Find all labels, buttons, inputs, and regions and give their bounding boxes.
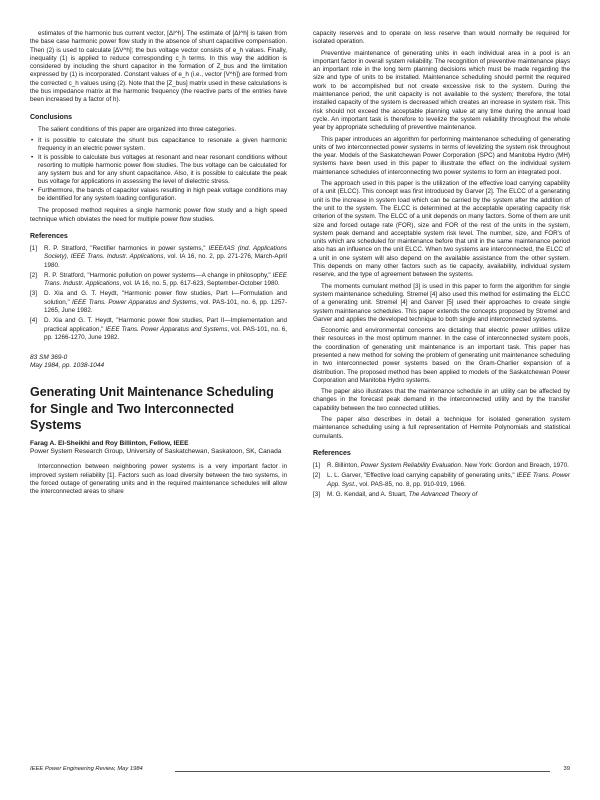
reference-item <box>30 290 287 315</box>
reference-venue: IEEE Trans. Power Apparatus and Systems <box>72 298 197 306</box>
reference-text: L. L. Garver, "Effective load carrying capability of generating units," <box>327 472 517 480</box>
reference-details: , vol. IA 16, no. 2, pp. 271-276, March-April 1980. <box>44 253 287 269</box>
reference-item <box>30 245 287 270</box>
paper-code: 83 SM 369-0 <box>30 354 68 362</box>
reference-number: [4] <box>30 317 38 325</box>
right-column <box>313 30 570 501</box>
reference-venue: IEEE Trans. Power Apparatus and Systems <box>105 325 228 333</box>
conclusions-list <box>30 137 287 203</box>
page-footer <box>30 766 570 776</box>
reference-number: [1] <box>30 244 38 252</box>
conclusions-heading: Conclusions <box>30 113 73 121</box>
reference-details: , vol. PAS-101, no. 6, pp. 1266-1270, June 1982. <box>44 325 287 341</box>
reference-item <box>30 272 287 289</box>
reference-text: D. Xia and G. T. Heydt, "Harmonic power flow studies, Part II—Implementation and practical application," <box>44 317 287 333</box>
conclusion-bullet: • It is possible to calculate bus voltages at resonant and near resonant conditions without resorting to multiple harmonic power flow studies. The bus voltage can be calculated for any system bus and for any shunt capacitance. Also, it is possible to calculate the peak bus voltage for applications in assessing the level of dielectric stress. <box>30 154 287 187</box>
references-heading: References <box>30 232 68 240</box>
reference-number: [3] <box>30 290 38 298</box>
reference-item <box>30 317 287 342</box>
body-paragraph: The moments cumulant method [3] is used in this paper to form the algorithm for single system maintenance scheduling. Stremel [4] also used this method for estimating the ELCC of a generating unit. Stremel [4] and Garver [5] used their approaches to create single system maintenance schedules. This paper extends the concepts proposed by Stremel and Garver and applies the developed technique to both single and interconnected systems. <box>313 282 570 323</box>
body-paragraph: The paper also illustrates that the maintenance schedule in an utility can be affected by changes in the forecast peak demand in the interconnected utility and by the transfer capability between the two connected utilities. <box>313 388 570 412</box>
reference-item <box>313 462 570 470</box>
reference-venue: IEEE/IAS (Ind. Applications Society), IEEE Trans. Industr. Applications <box>44 244 287 261</box>
footer-rule <box>175 771 550 772</box>
references-heading: References <box>313 449 351 457</box>
reference-venue: IEEE Trans. Industr. Applications <box>44 271 287 288</box>
reference-details: , vol. PAS-85, no. 8, pp. 910-919, 1966. <box>355 480 466 488</box>
paper-date-pages: May 1984, pp. 1038-1044 <box>30 362 105 370</box>
conclusion-closing: The proposed method requires a single harmonic power flow study and a high speed technique which obviates the need for multiple power flow studies. <box>30 207 287 223</box>
paper-metadata <box>30 354 287 370</box>
reference-text: R. Billinton, <box>327 461 361 469</box>
reference-item <box>313 472 570 489</box>
reference-venue: IEEE Trans. Power App. Syst. <box>327 472 570 488</box>
reference-number: [3] <box>313 490 321 498</box>
article-affiliation: Power System Research Group, University of Saskatchewan, Saskatoon, SK, Canada <box>30 448 282 455</box>
conclusions-intro: The salient conditions of this paper are organized into three categories. <box>38 125 237 133</box>
reference-details: , vol. IA 16, no. 5, pp. 617-623, September-October 1980. <box>119 280 280 288</box>
body-paragraph: This paper introduces an algorithm for performing maintenance scheduling of generating units of two interconnected power systems in terms of levelizing the system risk throughout the year. Models of the Saskatchewan Power Corporation (SPC) and Manitoba Hydro (MH) systems have been used in this paper to illustrate the effect on the individual system maintenance schedules of interconnecting two power systems to form an integrated pool. <box>313 135 570 176</box>
reference-details: , vol. PAS-101, no. 6, pp. 1257-1265, June 1982. <box>44 298 287 315</box>
reference-venue: Power System Reliability Evaluation <box>360 461 462 469</box>
conclusion-bullet: • Furthermore, the bands of capacitor values resulting in high peak voltage conditions may be identified for any system loading configuration. <box>30 187 287 204</box>
body-paragraph: Preventive maintenance of generating units in each individual area in a pool is an important factor in overall system reliability. The recognition of preventive maintenance plays an important role in the long term planning decisions which must be made regarding the size and type of units to be installed. Maintenance scheduling should permit the required work to be accomplished but not create excessive risk to the system. During the maintenance period, the unit capacity is not available to the system; therefore, the total installed capacity of the system is decreased which creates an increase in system risk. This risk should not exceed the acceptable planning value at any time during the annual load cycle. An important task is therefore to levelize the system reliability throughout the whole year by appropriate scheduling of preventive maintenance. <box>313 49 571 132</box>
article-authors: Farag A. El-Sheikhi and Roy Billinton, Fellow, IEEE <box>30 439 189 447</box>
reference-number: [2] <box>313 472 321 480</box>
reference-number: [1] <box>313 461 321 469</box>
left-column <box>30 30 287 499</box>
journal-name: IEEE Power Engineering Review, May 1984 <box>30 766 143 772</box>
body-paragraph: Economic and environmental concerns are dictating that electric power utilities utilize their resources in the most optimum manner. In the case of interconnected system pools, the coordination of generating unit maintenance is an important task. This paper has presented a new method for solving the problem of generating unit maintenance scheduling in two interconnected power systems based on the Gram-Charlier expansion of a distribution. The proposed method has been applied to models of the Saskatchewan Power Corporation and Manitoba Hydro systems. <box>313 327 570 384</box>
references-list <box>313 462 570 499</box>
reference-item <box>313 491 570 499</box>
body-paragraph: The paper also describes in detail a technique for isolated generation system maintenance scheduling using a full representation of Hermite Polynomials and statistical cumulants. <box>313 416 570 440</box>
page-number: 39 <box>563 766 570 772</box>
reference-text: R. P. Stratford, "Rectifier harmonics in power systems," <box>44 244 209 252</box>
reference-number: [2] <box>30 271 38 279</box>
intro-paragraph: estimates of the harmonic bus current vector, [ΔI^h]. The estimate of [ΔI^h] is taken from the base case harmonic power flow study in the absence of shunt capacitive compensation. Then (2) is used to calculate [ΔV^h]; the bus voltage vector consists of e_h values. Finally, inequality (1) is applied to reduce corresponding c_h terms. In this way the addition is considered by including the shunt capacitor in the formation of Z_bus and the limitation expressed by (1) is incorporated. Constant values of e_h (i.e., vector [V^h]) are formed from the corrected c_h values using (2). Note that the [Z_bus] matrix used in these calculations is the bus impedance matrix at the harmonic frequency (the reactive parts of the entries have been increased by a factor of h). <box>30 30 287 104</box>
body-paragraph: The approach used in this paper is the utilization of the effective load carrying capability of a unit (ELCC). This concept was first introduced by Garver [2]. The ELCC of a generating unit is the increase in system load which can be carried by the system after the addition of the unit to the system. The ELCC is determined at the acceptable operating capacity risk criterion of the system. The ELCC of a unit depends on many factors. Some of them are unit size and forced outage rate (FOR), size and FOR of the rest of the units in the system, system peak demand and acceptable system risk level. The number, size, and FOR's of units which are scheduled for maintenance before that unit in the same maintenance period also has an influence on the unit ELCC. When two systems are interconnected, the ELCC of a unit in one system will also depend on the available assistance from the other system. This depends on many other factors such as tie capacity, availability, individual system reserve, and the type of agreement between the systems. <box>313 180 570 279</box>
abstract-start: Interconnection between neighboring power systems is a very important factor in improved system reliability [1]. Factors such as load diversity between the two systems, in the forced outage of generating units and in the required maintenance schedules will allow the interconnected areas to share <box>30 463 287 496</box>
references-list <box>30 245 287 342</box>
body-paragraph: capacity reserves and to operate on less reserve than would normally be required for isolated operation. <box>313 30 570 46</box>
conclusion-bullet: • It is possible to calculate the shunt bus capacitance to resonate a given harmonic frequency in an electric power system. <box>30 137 287 154</box>
reference-text: D. Xia and G. T. Heydt, "Harmonic power flow studies, Part I—Formulation and solution," <box>44 290 287 306</box>
reference-text: M. G. Kendall, and A. Stuart, <box>327 490 409 498</box>
reference-venue: The Advanced Theory of <box>408 490 478 498</box>
reference-details: . New York: Gordon and Breach, 1970. <box>461 461 569 469</box>
article-title: Generating Unit Maintenance Scheduling for Single and Two Interconnected Systems <box>30 385 274 433</box>
reference-text: R. P. Stratford, "Harmonic pollution on power systems—A change in philosophy," <box>44 271 273 279</box>
